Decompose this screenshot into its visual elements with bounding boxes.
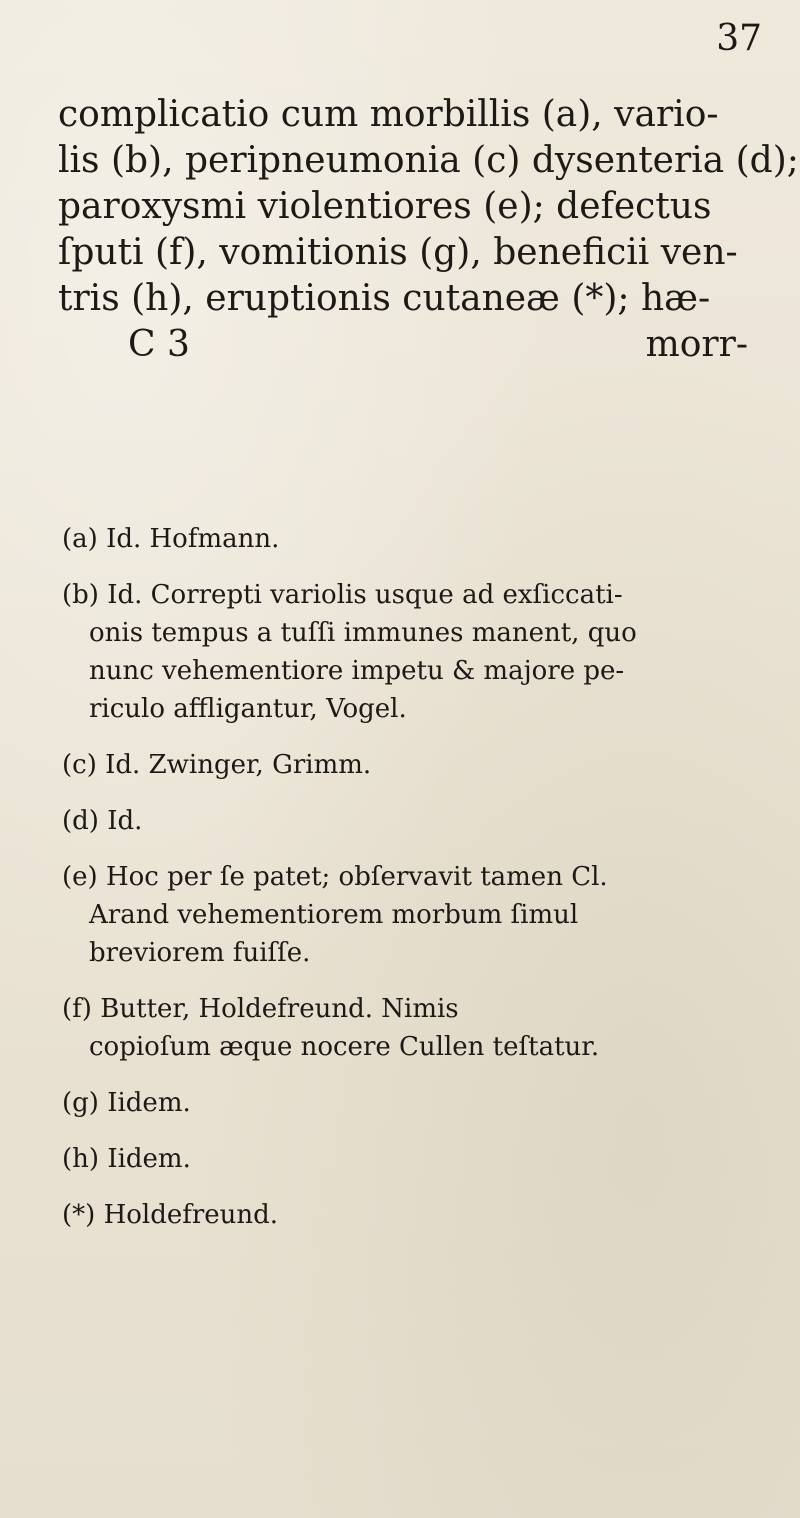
footnote-text: Id. Correpti variolis usque ad exſiccati-: [107, 580, 623, 610]
footnotes: [62, 520, 762, 1252]
main-text-line: [58, 276, 758, 322]
footnote-text: Id.: [107, 806, 143, 836]
main-text-line-content: ſputi (f), vomitionis (g), beneficii ven-: [58, 232, 738, 273]
footnote-g: [62, 1084, 762, 1122]
footnote-text: Id. Hofmann.: [106, 524, 280, 554]
main-text-line: [58, 92, 758, 138]
main-text-line: [58, 184, 758, 230]
footnote-b: [62, 576, 762, 728]
footnote-mark: (c): [62, 750, 97, 780]
footnote-a: [62, 520, 762, 558]
footnote-text: copioſum æque nocere Cullen teſtatur.: [89, 1032, 600, 1062]
footnote-mark: (h): [62, 1144, 100, 1174]
footnote-text: Iidem.: [107, 1088, 191, 1118]
signature-mark: C 3: [128, 324, 190, 365]
footnote-mark: (g): [62, 1088, 99, 1118]
main-text-line-content: complicatio cum morbillis (a), vario-: [58, 94, 719, 135]
footnote-mark: (d): [62, 806, 99, 836]
footnote-mark: (*): [62, 1200, 96, 1230]
page-number: 37: [716, 18, 762, 59]
footnote-text: onis tempus a tuſſi immunes manent, quo: [89, 618, 637, 648]
footnote-h: [62, 1140, 762, 1178]
footnote-text: Iidem.: [107, 1144, 191, 1174]
footnote-star: [62, 1196, 762, 1234]
footnote-text: breviorem fuiſſe.: [89, 938, 311, 968]
footnote-f: [62, 990, 762, 1066]
footnote-mark: (a): [62, 524, 98, 554]
footnote-text: riculo affligantur, Vogel.: [89, 694, 407, 724]
footnote-mark: (b): [62, 580, 99, 610]
footnote-e: [62, 858, 762, 972]
footnote-text: Arand vehementiorem morbum ſimul: [89, 900, 579, 930]
main-text-line-content: lis (b), peripneumonia (c) dysenteria (d);: [58, 140, 799, 181]
catchword: morr-: [645, 324, 748, 365]
main-text-line: [58, 138, 799, 184]
footnote-text: nunc vehementiore impetu & majore pe-: [89, 656, 625, 686]
main-text-block: [58, 92, 799, 368]
footnote-mark: (e): [62, 862, 98, 892]
footnote-d: [62, 802, 762, 840]
main-text-line: [58, 230, 758, 276]
main-text-line-content: tris (h), eruptionis cutaneæ (*); hæ-: [58, 278, 711, 319]
footnote-c: [62, 746, 762, 784]
footnote-text: Holdefreund.: [103, 1200, 279, 1230]
footnote-text: Butter, Holdefreund. Nimis: [100, 994, 459, 1024]
footnote-text: Hoc per ſe patet; obſervavit tamen Cl.: [105, 862, 608, 892]
main-text-line-content: paroxysmi violentiores (e); defectus: [58, 186, 712, 227]
footnote-mark: (f): [62, 994, 92, 1024]
footnote-text: Id. Zwinger, Grimm.: [105, 750, 372, 780]
signature-line: [58, 322, 758, 368]
